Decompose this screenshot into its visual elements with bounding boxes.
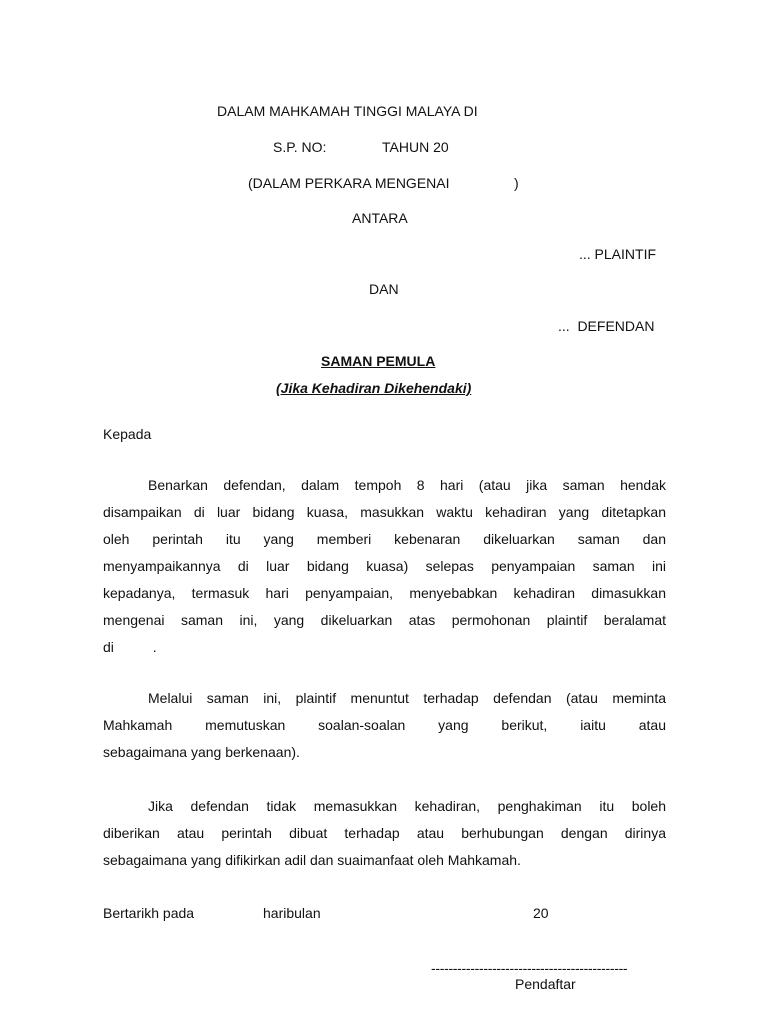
year-prefix: 20 — [533, 905, 549, 921]
paragraph-line: Mahkamah memutuskan soalan-soalan yang berikut, iaitu atau — [103, 717, 666, 733]
paragraph-line: Melalui saman ini, plaintif menuntut terhadap defendan (atau meminta — [148, 690, 666, 706]
matter-close-paren: ) — [514, 175, 519, 191]
paragraph-2 — [103, 685, 666, 766]
day-month-label: haribulan — [263, 905, 321, 921]
registrar-label: Pendaftar — [515, 976, 576, 992]
paragraph-line: Jika defendan tidak memasukkan kehadiran, penghakiman itu boleh — [148, 798, 666, 814]
dan-label: DAN — [369, 281, 399, 297]
document-subtitle: (Jika Kehadiran Dikehendaki) — [276, 380, 472, 396]
defendant-label: ... DEFENDAN — [558, 318, 655, 334]
paragraph-3 — [103, 793, 666, 874]
paragraph-line: sebagaimana yang difikirkan adil dan suaimanfaat oleh Mahkamah. — [103, 852, 521, 868]
paragraph-1 — [103, 472, 666, 661]
plaintiff-label: ... PLAINTIF — [579, 246, 657, 262]
antara-label: ANTARA — [352, 210, 408, 226]
year-label: TAHUN 20 — [382, 139, 449, 155]
paragraph-line: diberikan atau perintah dibuat terhadap atau berhubungan dengan dirinya — [103, 825, 666, 841]
document-title: SAMAN PEMULA — [321, 353, 436, 369]
sp-number-label: S.P. NO: — [273, 139, 327, 155]
paragraph-line: mengenai saman ini, yang dikeluarkan atas permohonan plaintif beralamat — [103, 612, 666, 628]
paragraph-line: di . — [103, 639, 157, 655]
signature-line: --------------------------------------------- — [431, 960, 628, 976]
paragraph-line: oleh perintah itu yang memberi kebenaran dikeluarkan saman dan — [103, 531, 666, 547]
paragraph-line: disampaikan di luar bidang kuasa, masukkan waktu kehadiran yang ditetapkan — [103, 504, 666, 520]
paragraph-line: sebagaimana yang berkenaan). — [103, 744, 300, 760]
paragraph-line: Benarkan defendan, dalam tempoh 8 hari (atau jika saman hendak — [148, 477, 666, 493]
court-heading: DALAM MAHKAMAH TINGGI MALAYA DI — [217, 103, 478, 119]
matter-label: (DALAM PERKARA MENGENAI — [248, 175, 450, 191]
dated-label: Bertarikh pada — [103, 905, 195, 921]
paragraph-line: menyampaikannya di luar bidang kuasa) selepas penyampaian saman ini — [103, 558, 666, 574]
addressee-label: Kepada — [103, 426, 152, 442]
paragraph-line: kepadanya, termasuk hari penyampaian, menyebabkan kehadiran dimasukkan — [103, 585, 666, 601]
